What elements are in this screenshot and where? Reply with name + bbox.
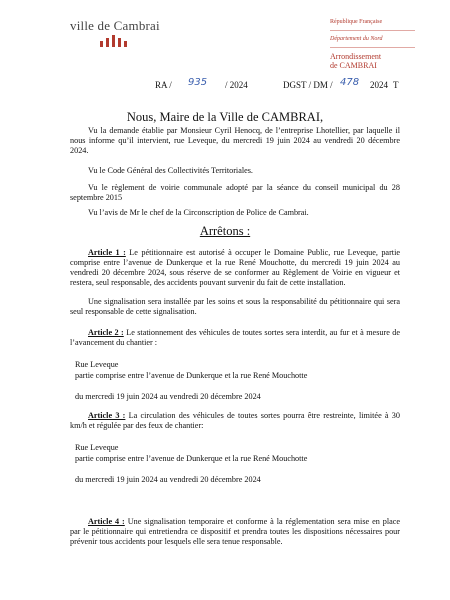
article-2-section: partie comprise entre l’avenue de Dunkerque et la rue René Mouchotte <box>75 371 308 380</box>
consideration-regulation: Vu le règlement de voirie communale adopté par la séance du conseil municipal du 28 septembre 2015 <box>70 183 400 202</box>
consideration-police: Vu l’avis de Mr le chef de la Circonscription de Police de Cambrai. <box>88 208 309 217</box>
article-3-street: Rue Leveque <box>75 443 119 452</box>
article-2-label: Article 2 : <box>88 328 124 337</box>
republic-label: République Française <box>330 19 383 25</box>
article-3 <box>70 411 400 431</box>
administrative-header <box>330 18 440 70</box>
article-2-text: Le stationnement des véhicules de toutes sortes sera interdit, au fur et à mesure de l’avancement du chantier : <box>70 328 400 347</box>
reference-line <box>0 77 450 94</box>
department-label: Département du Nord <box>330 36 383 42</box>
separator <box>330 30 415 31</box>
article-3-section: partie comprise entre l’avenue de Dunkerque et la rue René Mouchotte <box>75 454 308 463</box>
article-1-text: Le pétitionnaire est autorisé à occuper le Domaine Public, rue Leveque, partie comprise entre l’avenue de Dunkerque et la rue René Mouchotte, du mercredi 19 juin 2024 au vendredi 20 décembre 2024, sous réserve de se conformer au Règlement de Voirie en vigueur et restera, seul responsable, des accidents pouvant survenir du fait de cette installation. <box>70 248 400 287</box>
dgst-year: 2024 <box>370 80 388 90</box>
ra-number: 935 <box>188 77 208 88</box>
ra-year: / 2024 <box>225 80 248 90</box>
arrondissement-label: Arrondissement <box>330 52 382 61</box>
article-1 <box>70 248 400 288</box>
article-1-label: Article 1 : <box>88 248 126 257</box>
dgst-label: DGST / DM / <box>283 80 333 90</box>
article-3-text: La circulation des véhicules de toutes sortes pourra être restreinte, limitée à 30 km/h et régulée par des feux de chantier: <box>70 411 400 430</box>
decision-heading: Arrêtons : <box>199 224 251 238</box>
article-2 <box>70 328 400 348</box>
article-2-street: Rue Leveque <box>75 360 119 369</box>
arrondissement-city: de CAMBRAI <box>330 61 377 70</box>
article-3-period: du mercredi 19 juin 2024 au vendredi 20 décembre 2024 <box>75 475 261 484</box>
article-2-period: du mercredi 19 juin 2024 au vendredi 20 décembre 2024 <box>75 392 261 401</box>
consideration-request: Vu la demande établie par Monsieur Cyril Henocq, de l’entreprise Lhotellier, par laquelle il nous informe qu’il intervient, rue Leveque, du mercredi 19 juin 2024 au vendredi 20 décembre 2024. <box>70 126 400 155</box>
ra-label: RA / <box>155 80 172 90</box>
city-logo <box>70 18 165 34</box>
dgst-number: 478 <box>340 77 360 88</box>
dgst-suffix: T <box>393 80 399 90</box>
consideration-code: Vu le Code Général des Collectivités Territoriales. <box>88 166 253 175</box>
article-1-extra: Une signalisation sera installée par les soins et sous la responsabilité du pétitionnaire qui sera seul responsable de cette signalisation. <box>70 297 400 316</box>
logo-bars-icon <box>100 35 134 47</box>
separator <box>330 47 415 48</box>
article-4-label: Article 4 : <box>88 517 125 526</box>
article-4 <box>70 517 400 547</box>
decree-title: Nous, Maire de la Ville de CAMBRAI, <box>126 110 324 124</box>
article-3-label: Article 3 : <box>88 411 126 420</box>
logo-text: ville de Cambrai <box>70 18 160 33</box>
article-4-text: Une signalisation temporaire et conforme à la réglementation sera mise en place par le pétitionnaire qui entretiendra ce dispositif et prendra toutes les dispositions nécessaires pour prévenir tous accidents pour lesquels elle sera tenue responsable. <box>70 517 400 546</box>
